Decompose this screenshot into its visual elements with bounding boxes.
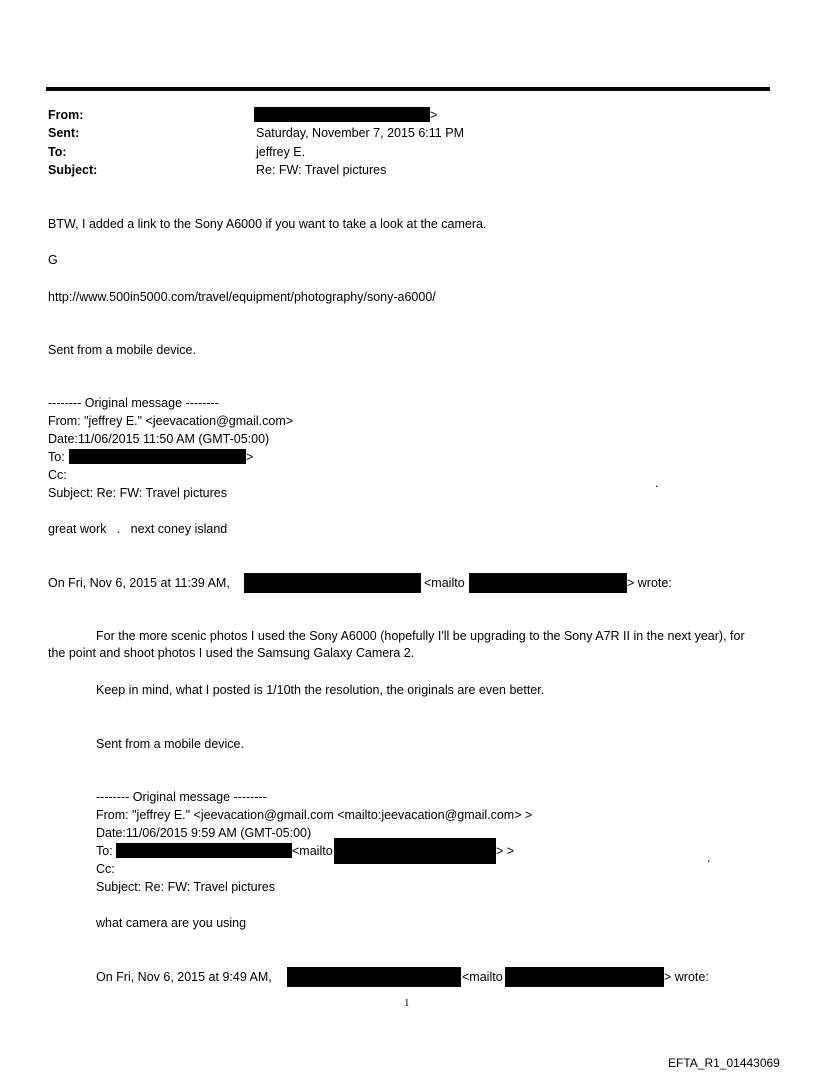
body-line-1: BTW, I added a link to the Sony A6000 if you want to take a look at the camera.: [48, 217, 487, 231]
quote1-from: From: "jeffrey E." <jeevacation@gmail.com>: [48, 414, 294, 428]
header-rule: [46, 87, 770, 91]
subject-value: Re: FW: Travel pictures: [256, 163, 387, 177]
sent-value: Saturday, November 7, 2015 6:11 PM: [256, 126, 464, 140]
redacted-email-2: [334, 838, 496, 864]
quote2-to-label: To:: [96, 844, 113, 858]
quote2-cc: Cc:: [96, 862, 115, 876]
quote2-mailto-2: <mailto: [462, 970, 503, 984]
from-label: From:: [48, 108, 84, 122]
subject-label: Subject:: [48, 163, 98, 177]
quote1-subject: Subject: Re: FW: Travel pictures: [48, 486, 227, 500]
redacted-sender: [254, 107, 430, 122]
quote1-paragraph-1: For the more scenic photos I used the Sony A6000 (hopefully I'll be upgrading to the Sony A7R II in the next year), for the point and shoot photos I used the Samsung Galaxy Camera 2.: [48, 629, 745, 660]
quote1-cc: Cc:: [48, 468, 67, 482]
redacted-recipient: [69, 449, 246, 464]
redacted-name-2: [287, 967, 461, 987]
quote2-subject: Subject: Re: FW: Travel pictures: [96, 880, 275, 894]
camera-link[interactable]: http://www.500in5000.com/travel/equipment/photography/sony-a6000/: [48, 290, 436, 304]
redacted-recipient-2: [116, 843, 292, 858]
sent-label: Sent:: [48, 126, 80, 140]
redacted-email: [469, 573, 627, 593]
quote1-to-end: >: [246, 450, 254, 464]
quote2-mailto: <mailto: [292, 844, 333, 858]
signature: Sent from a mobile device.: [48, 343, 196, 357]
quote2-wrote-prefix: On Fri, Nov 6, 2015 at 9:49 AM,: [96, 970, 272, 984]
quote1-wrote-suffix: > wrote:: [627, 576, 672, 590]
quote1-signature: Sent from a mobile device.: [96, 737, 244, 751]
quote2-from: From: "jeffrey E." <jeevacation@gmail.com <mailto:jeevacation@gmail.com> >: [96, 808, 533, 822]
quote1-to-label: To:: [48, 450, 65, 464]
quote1-date: Date:11/06/2015 11:50 AM (GMT-05:00): [48, 432, 270, 446]
body-line-2: G: [48, 253, 58, 267]
to-label: To:: [48, 145, 67, 159]
document-id: EFTA_R1_01443069: [668, 1056, 780, 1070]
original-message-divider: -------- Original message --------: [48, 396, 219, 410]
quote1-message: great work . next coney island: [48, 522, 228, 536]
page-number: 1: [404, 997, 410, 1009]
to-value: jeffrey E.: [256, 145, 306, 159]
quote2-to-end: > >: [496, 844, 515, 858]
redacted-email-3: [505, 967, 664, 987]
redacted-name: [244, 573, 421, 593]
quote2-wrote-suffix: > wrote:: [664, 970, 709, 984]
quote1-mailto: <mailto: [424, 576, 465, 590]
original-message-divider-2: -------- Original message --------: [96, 790, 267, 804]
quote2-dot: .: [707, 851, 711, 865]
from-value-end: >: [430, 108, 438, 122]
quote2-date: Date:11/06/2015 9:59 AM (GMT-05:00): [96, 826, 312, 840]
quote1-wrote-prefix: On Fri, Nov 6, 2015 at 11:39 AM,: [48, 576, 230, 590]
quote1-paragraph-2: Keep in mind, what I posted is 1/10th the resolution, the originals are even better.: [96, 683, 545, 697]
quote2-message: what camera are you using: [96, 916, 247, 930]
quote1-dot: .: [655, 476, 659, 490]
